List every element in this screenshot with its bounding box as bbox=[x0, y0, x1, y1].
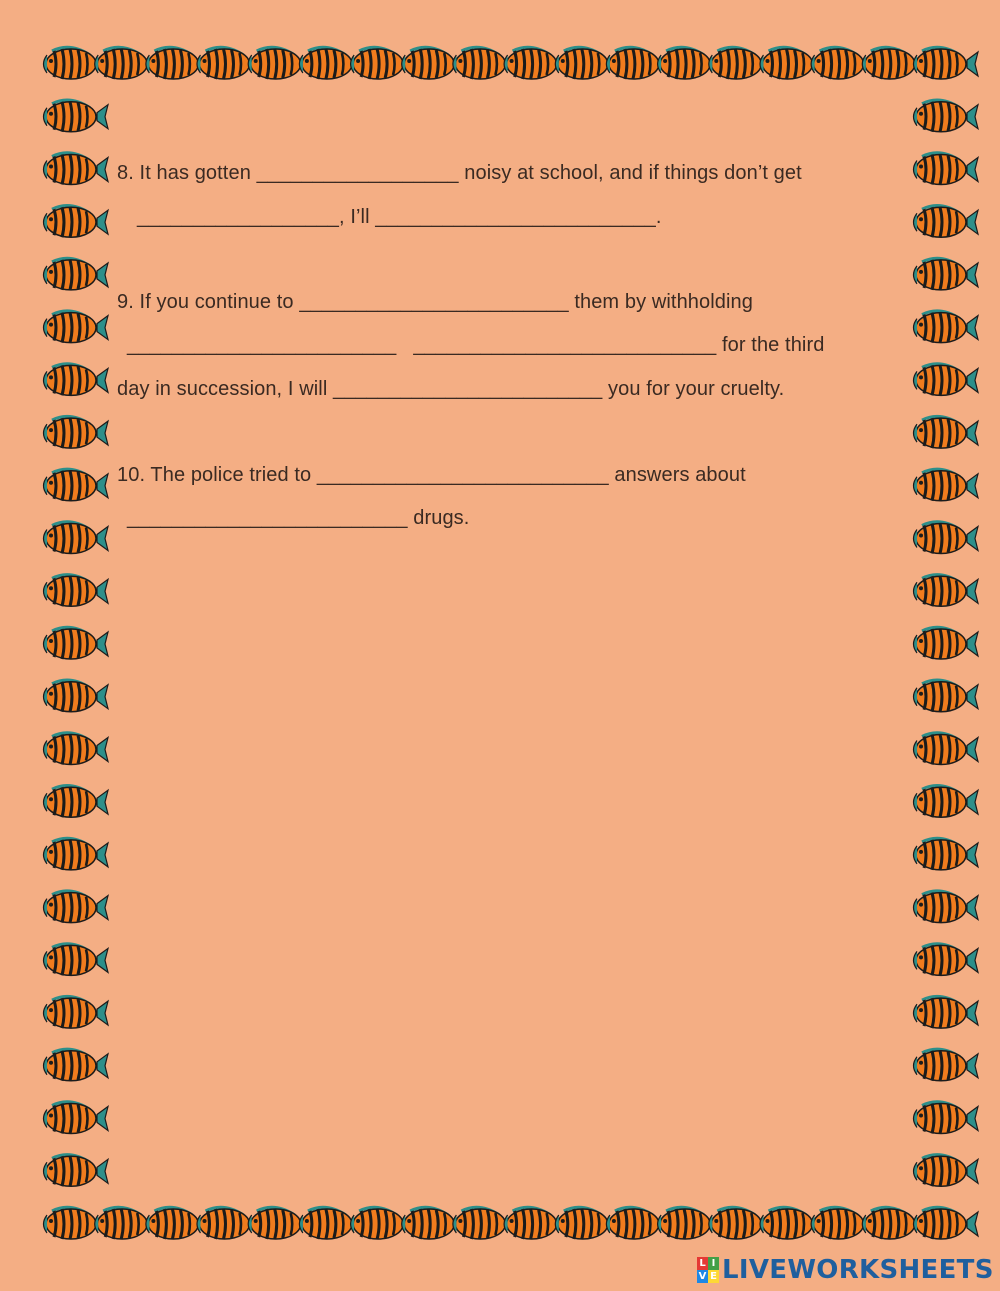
striped-fish-icon bbox=[44, 311, 109, 343]
striped-fish-icon bbox=[44, 469, 109, 501]
striped-fish-icon bbox=[44, 891, 109, 923]
striped-fish-icon bbox=[914, 733, 979, 765]
striped-fish-icon bbox=[914, 627, 979, 659]
liveworksheets-wordmark: LIVEWORKSHEETS bbox=[722, 1255, 994, 1285]
striped-fish-icon bbox=[914, 1102, 979, 1134]
striped-fish-icon bbox=[914, 47, 979, 79]
striped-fish-icon bbox=[914, 1049, 979, 1081]
striped-fish-icon bbox=[44, 838, 109, 870]
question-10-line-2: _________________________ drugs. bbox=[127, 507, 470, 529]
striped-fish-icon bbox=[44, 786, 109, 818]
striped-fish-icon bbox=[914, 416, 979, 448]
striped-fish-icon bbox=[44, 416, 109, 448]
striped-fish-icon bbox=[914, 1207, 979, 1239]
striped-fish-icon bbox=[44, 1049, 109, 1081]
question-10-line-1: 10. The police tried to __________________________ answers about bbox=[117, 464, 746, 486]
striped-fish-icon bbox=[44, 627, 109, 659]
striped-fish-icon bbox=[44, 680, 109, 712]
striped-fish-icon bbox=[44, 206, 109, 238]
striped-fish-icon bbox=[44, 944, 109, 976]
striped-fish-icon bbox=[914, 522, 979, 554]
striped-fish-icon bbox=[914, 311, 979, 343]
striped-fish-icon bbox=[44, 1102, 109, 1134]
striped-fish-icon bbox=[914, 100, 979, 132]
question-9-line-3: day in succession, I will ________________________ you for your cruelty. bbox=[117, 378, 785, 400]
striped-fish-icon bbox=[44, 153, 109, 185]
striped-fish-icon bbox=[914, 206, 979, 238]
striped-fish-icon bbox=[914, 258, 979, 290]
question-9-line-2: ________________________ ___________________________ for the third bbox=[127, 334, 825, 356]
striped-fish-icon bbox=[914, 364, 979, 396]
striped-fish-icon bbox=[914, 575, 979, 607]
striped-fish-icon bbox=[44, 364, 109, 396]
striped-fish-icon bbox=[914, 786, 979, 818]
liveworksheets-logo[interactable] bbox=[697, 1252, 994, 1288]
striped-fish-icon bbox=[44, 100, 109, 132]
question-8-line-2: __________________, I’ll _________________________. bbox=[137, 206, 662, 228]
question-8-line-1: 8. It has gotten __________________ noisy at school, and if things don’t get bbox=[117, 162, 802, 184]
striped-fish-icon bbox=[914, 996, 979, 1028]
striped-fish-icon bbox=[914, 1155, 979, 1187]
liveworksheets-mark-icon: L I V E bbox=[697, 1257, 719, 1283]
striped-fish-icon bbox=[914, 944, 979, 976]
striped-fish-icon bbox=[914, 680, 979, 712]
striped-fish-icon bbox=[914, 891, 979, 923]
striped-fish-icon bbox=[44, 996, 109, 1028]
striped-fish-icon bbox=[44, 575, 109, 607]
question-9-line-1: 9. If you continue to ________________________ them by withholding bbox=[117, 291, 753, 313]
striped-fish-icon bbox=[44, 733, 109, 765]
striped-fish-icon bbox=[914, 838, 979, 870]
striped-fish-icon bbox=[914, 153, 979, 185]
striped-fish-icon bbox=[914, 469, 979, 501]
striped-fish-icon bbox=[44, 1155, 109, 1187]
striped-fish-icon bbox=[44, 258, 109, 290]
striped-fish-icon bbox=[44, 522, 109, 554]
